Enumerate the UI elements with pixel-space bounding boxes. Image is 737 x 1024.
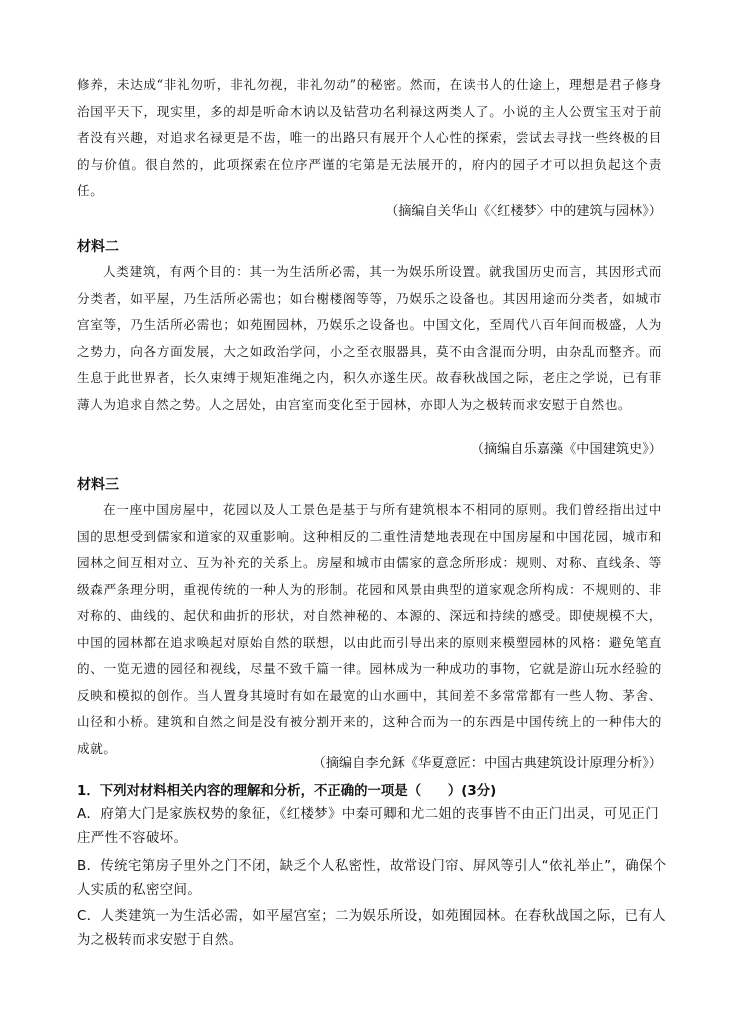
material-3-text: 在一座中国房屋中，花园以及人工景色是基于与所有建筑根本不相同的原则。我们曾经指出过中国的思想受到儒家和道家的双重影响。这种相反的二重性清楚地表现在中国房屋和中国花园，城市和园林之间互相对立、互为补充的关系上。房屋和城市由儒家的意念所形成：规则、对称、直线条、等级森严条理分明，重视传统的一种人为的形制。花园和风景由典型的道家观念所构成：不规则的、非对称的、曲线的、起伏和曲折的形状，对自然神秘的、本源的、深远和持续的感受。即使规模不大，中国的园林都在追求唤起对原始自然的联想，以由此而引导出来的原则来模塑园林的风格：避免笔直的、一览无遗的园径和视线，尽量不致千篇一律。园林成为一种成功的事物，它就是游山玩水经验的反映和模拟的创作。当人置身其境时有如在最宽的山水画中，其间差不多常常都有一些人物、茅舍、山径和小桥。建筑和自然之间是没有被分割开来的，这种合而为一的东西是中国传统上的一种伟大的成就。 <box>77 502 662 756</box>
question-1-option-b: B．传统宅第房子里外之门不闭，缺乏个人私密性，故常设门帘、屏风等引人“依礼举止”，确保个人实质的私密空间。 <box>77 859 667 898</box>
question-1-stem: 1．下列对材料相关内容的理解和分析，不正确的一项是（ ）(3分) <box>77 784 497 799</box>
material-3-heading: 材料三 <box>77 477 119 493</box>
question-1-option-c: C．人类建筑一为生活必需，如平屋宫室；二为娱乐所设，如苑囿园林。在春秋战国之际，已有人为之极转而求安慰于自然。 <box>77 909 666 948</box>
material-3-source: （摘编自李允鉌《华夏意匠：中国古典建筑设计原理分析》） <box>312 756 662 771</box>
passage-1-text: 修养，未达成“非礼勿听，非礼勿视，非礼勿动”的秘密。然而，在读书人的仕途上，理想是君子修身治国平天下，现实里，多的却是听命木讷以及钻营功名利禄这两类人了。小说的主人公贾宝玉对于前者没有兴趣，对追求名禄更是不齿，唯一的出路只有展开个人心性的探索，尝试去寻找一些终极的目的与价值。很自然的，此项探索在位序严谨的宅第是无法展开的，府内的园子才可以担负起这个责任。 <box>77 77 662 198</box>
material-2-text: 人类建筑，有两个目的：其一为生活所必需，其一为娱乐所设置。就我国历史而言，其因形式而分类者，如平屋，乃生活所必需也；如台榭楼阁等等，乃娱乐之设备也。其因用途而分类者，如城市宫室等，乃生活所必需也；如苑囿园林，乃娱乐之设备也。中国文化，至周代八百年间而极盛，人为之势力，向各方面发展，大之如政治学问，小之至衣服器具，莫不由含混而分明，由杂乱而整齐。而生息于此世界者，长久束缚于规矩准绳之内，积久亦遂生厌。故春秋战国之际，老庄之学说，已有菲薄人为追求自然之势。人之居处，由宫室而变化至于园林，亦即人为之极转而求安慰于自然也。 <box>77 264 662 412</box>
passage-1-source: （摘编自关华山《〈红楼梦〉中的建筑与园林》） <box>385 204 662 219</box>
material-2-heading: 材料二 <box>77 239 119 255</box>
question-1-option-a: A．府第大门是家族权势的象征，《红楼梦》中秦可卿和尤二姐的丧事皆不由正门出灵，可见正门庄严性不容破坏。 <box>77 807 660 846</box>
material-2-source: （摘编自乐嘉藻《中国建筑史》） <box>470 442 662 457</box>
